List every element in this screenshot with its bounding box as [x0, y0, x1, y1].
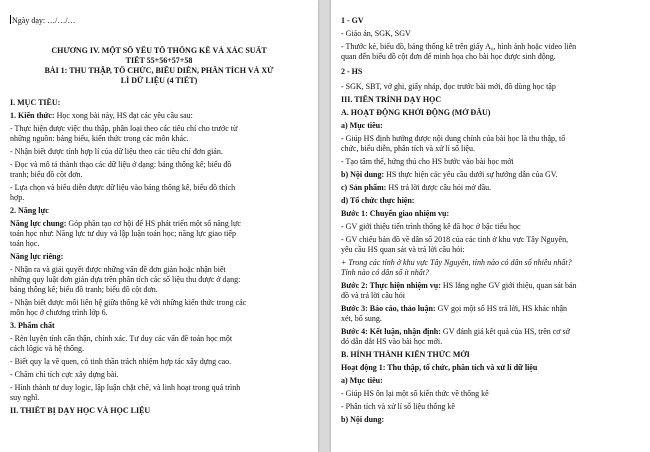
paragraph-line: - Chăm chỉ tích cực xây dựng bài. — [10, 370, 119, 379]
paragraph-line: - GV chiếu bản đồ về dân số 2018 của các tỉnh ở khu vực Tây Nguyên, — [341, 235, 569, 244]
goal-label: a) Mục tiêu: — [341, 121, 383, 130]
content-label: b) Nội dung: — [341, 415, 385, 424]
paragraph-line: - Nhận biết được mối liên hệ giữa thống kê với những kiến thức trong các — [10, 298, 247, 307]
right-page-content — [331, 0, 650, 425]
section-objectives-heading: I. MỤC TIÊU: — [10, 98, 61, 107]
lesson-periods: TIẾT 55+56+57+58 — [125, 56, 193, 65]
left-page-content — [0, 0, 318, 416]
paragraph-line: - Giúp HS ôn lại một số kiến thức về thống kê — [341, 389, 489, 398]
teacher-heading: 1 - GV — [341, 16, 364, 25]
paragraph-line: - Biết quy lạ về quen, có tinh thần trách nhiệm hợp tác xây dựng cao. — [10, 357, 232, 366]
paragraph-line: - Đọc và mô tả thành thạo các dữ liệu ở dạng: bảng thống kê; biểu đồ — [10, 160, 232, 169]
step-4-line: Bước 4: Kết luận, nhận định: GV đánh giá kết quả của HS, trên cơ sở — [341, 327, 570, 336]
paragraph-line: - Lựa chọn và biểu diễn được dữ liệu vào bảng thống kê, biểu đồ thích — [10, 183, 236, 192]
section-equipment-heading: II. THIẾT BỊ DẠY HỌC VÀ HỌC LIỆU — [10, 406, 151, 415]
paragraph-line: hợp. — [10, 193, 25, 202]
paragraph-line: chức, biểu diễn, phân tích và xử lí số liệu. — [341, 144, 475, 153]
organization-label: d) Tổ chức thực hiện: — [341, 196, 415, 205]
chapter-title: CHƯƠNG IV. MỘT SỐ YẾU TỐ THỐNG KÊ VÀ XÁC SUẤT — [51, 46, 267, 55]
paragraph-line: suy nghĩ. — [10, 393, 40, 402]
paragraph-line: những nguồn: bảng biểu, kiến thức trong các môn khác. — [10, 134, 189, 143]
paragraph-line: - Phân tích và xử lí số liệu thống kê — [341, 402, 455, 411]
step-1-label: Bước 1: Chuyển giao nhiệm vụ: — [341, 209, 450, 218]
lesson-title-line-2: LÍ DỮ LIỆU (4 TIẾT) — [120, 76, 198, 85]
question-line: + Trong các tỉnh ở khu vực Tây Nguyên, tỉnh nào có dân số nhiều nhất? — [341, 258, 572, 267]
paragraph-line: - Hình thành tư duy logic, lập luận chặt chẽ, và linh hoạt trong quá trình — [10, 383, 241, 392]
paragraph-line: - SGK, SBT, vở ghi, giấy nháp, đọc trước bài mới, đồ dùng học tập — [341, 82, 556, 91]
paragraph-line: môn học ở chương trình lớp 6. — [10, 308, 108, 317]
paragraph-line: quan đến biểu đồ cột đơn để minh họa cho bài học được sinh động. — [341, 52, 556, 61]
paragraph-line: cách lôgic và hệ thống. — [10, 344, 84, 353]
general-competency-line: Năng lực chung: Góp phần tạo cơ hội để HS phát triển một số năng lực — [10, 219, 241, 228]
text-cursor — [10, 15, 11, 24]
step-2-line: Bước 2: Thực hiện nhiệm vụ: HS lắng nghe GV giới thiệu, quan sát bản — [341, 281, 577, 290]
goal-label: a) Mục tiêu: — [341, 376, 383, 385]
paragraph-line: - Thước kẻ, biểu đồ, bảng thống kê trên giấy A₀, hình ảnh hoặc video liên — [341, 42, 577, 51]
step-3-line: Bước 3: Báo cáo, thảo luận: GV gọi một số HS trả lời, HS khác nhận — [341, 304, 567, 313]
paragraph-line: bảng thống kê; biểu đồ tranh; biểu đồ cột đơn. — [10, 285, 158, 294]
paragraph-line: yêu cầu HS quan sát và trả lời câu hỏi: — [341, 245, 465, 254]
paragraph-line: toán học. — [10, 239, 40, 248]
activity-b-heading: B. HÌNH THÀNH KIẾN THỨC MỚI — [341, 350, 470, 359]
content-line: b) Nội dung: HS thực hiện các yêu cầu dưới sự hướng dẫn của GV. — [341, 170, 558, 179]
paragraph-line: xét, bổ sung. — [341, 314, 382, 323]
paragraph-line: - Thực hiện được việc thu thập, phân loại theo các tiêu chí cho trước từ — [10, 124, 238, 133]
paragraph-line: những quy luật đơn giản dựa trên phân tích các số liệu thu được ở dạng: — [10, 275, 241, 284]
paragraph-line: - Nhận ra và giải quyết được những vấn đề đơn giản hoặc nhận biết — [10, 265, 226, 274]
paragraph-line: - Nhận biết được tính hợp lí của dữ liệu theo các tiêu chí đơn giản. — [10, 147, 223, 156]
paragraph-line: - Giáo án, SGK, SGV — [341, 29, 411, 38]
activity-1-heading: Hoạt động 1: Thu thập, tổ chức, phân tích và xử lí dữ liệu — [341, 363, 538, 372]
section-process-heading: III. TIẾN TRÌNH DẠY HỌC — [341, 95, 442, 104]
student-heading: 2 - HS — [341, 67, 363, 76]
left-page — [0, 0, 318, 452]
specific-competency-label: Năng lực riêng: — [10, 252, 64, 261]
paragraph-line: - GV giới thiệu tiến trình thống kê đã học ở bậc tiểu học — [341, 222, 521, 231]
paragraph-line: đó dẫn dắt HS vào bài học mới. — [341, 337, 443, 346]
section-qualities-heading: 3. Phẩm chất — [10, 321, 55, 330]
paragraph-line: tranh; biểu đồ cột đơn. — [10, 170, 83, 179]
paragraph-line: - Giúp HS định hướng được nội dung chính của bài học là thu thập, tổ — [341, 134, 566, 143]
activity-a-heading: A. HOẠT ĐỘNG KHỞI ĐỘNG (MỞ ĐẦU) — [341, 108, 491, 117]
section-competency-heading: 2. Năng lực — [10, 206, 49, 215]
paragraph-line: toán học như: Năng lực tư duy và lập luận toán học; năng lực giao tiếp — [10, 229, 236, 238]
question-line: Tỉnh nào có dân số ít nhất? — [341, 268, 430, 277]
knowledge-line: 1. Kiến thức: Học xong bài này, HS đạt các yêu cầu sau: — [10, 111, 193, 120]
date-line: Ngày dạy: …/…/… — [12, 16, 76, 25]
paragraph-line: - Rèn luyện tính cẩn thận, chính xác. Tư duy các vấn đề toán học một — [10, 334, 233, 343]
lesson-title-line-1: BÀI 1: THU THẬP, TỔ CHỨC, BIỂU DIỄN, PHÂN TÍCH VÀ XỬ — [44, 66, 274, 75]
paragraph-line: - Tạo tâm thế, hứng thú cho HS bước vào bài học mới — [341, 157, 514, 166]
paragraph-line: đồ và trả lời câu hỏi — [341, 291, 405, 300]
right-page — [331, 0, 650, 452]
product-line: c) Sản phẩm: HS trả lời được câu hỏi mở đầu. — [341, 183, 492, 192]
